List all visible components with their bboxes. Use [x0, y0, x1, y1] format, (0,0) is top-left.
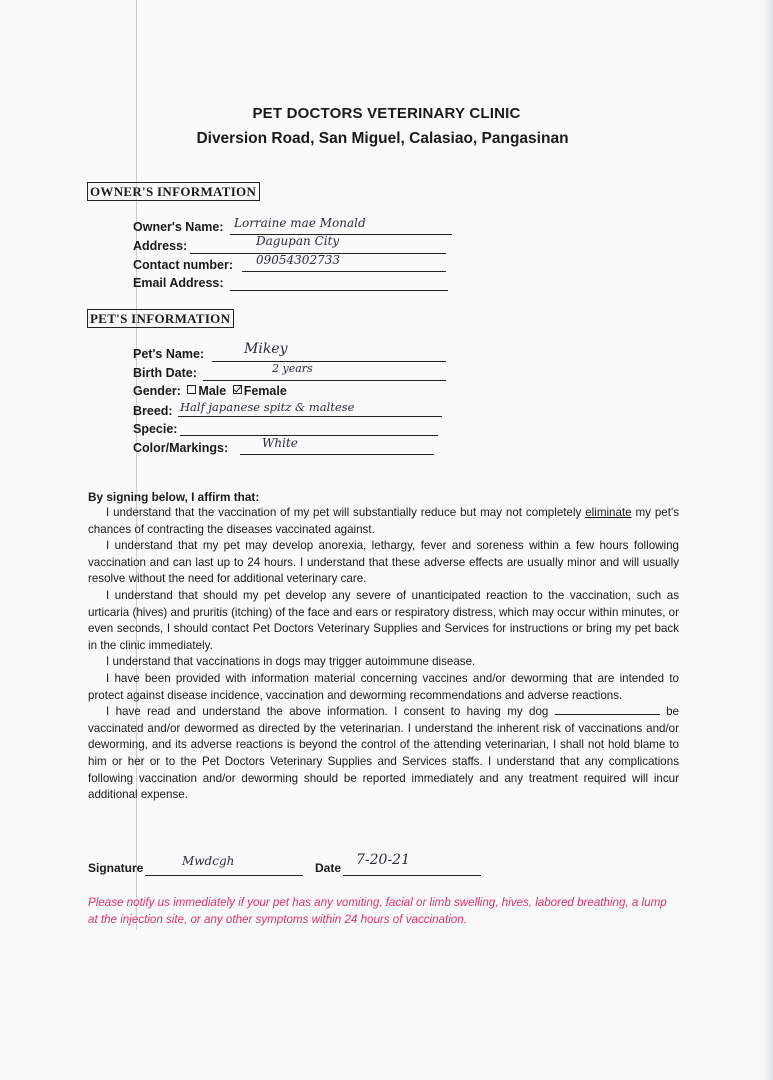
breed-value: Half japanese spitz & maltese	[180, 400, 355, 414]
clinic-address: Diversion Road, San Miguel, Calasiao, Pangasinan	[196, 130, 569, 147]
gender-row	[133, 384, 287, 398]
affirmation-paragraph: I understand that my pet may develop anorexia, lethargy, fever and soreness within a few hours following vaccination and can last up to 24 hours. I understand that these adverse effects are usually minor and will usually resolve without the need for additional veterinary care.	[88, 539, 679, 586]
affirmation-paragraph	[88, 505, 679, 538]
affirmation-body	[88, 505, 679, 804]
birth-date-label: Birth Date:	[133, 366, 197, 380]
dog-name-blank[interactable]	[555, 704, 660, 715]
affirmation-paragraph	[88, 704, 679, 804]
specie-label: Specie:	[133, 422, 178, 436]
paragraph-text: my pet's chances of contracting the diseases vaccinated against.	[88, 506, 679, 536]
owner-name-label: Owner's Name:	[133, 220, 224, 234]
specie-field[interactable]	[180, 420, 438, 436]
contact-number-label: Contact number:	[133, 258, 233, 272]
scan-edge-shadow	[763, 0, 773, 1080]
contact-number-value: 09054302733	[256, 253, 340, 267]
female-option-label: Female	[243, 384, 287, 398]
date-value: 7-20-21	[356, 852, 410, 868]
color-markings-value: White	[262, 436, 298, 450]
paragraph-text: I understand that the vaccination of my pet will substantially reduce but may not completely	[106, 506, 586, 519]
pet-name-label: Pet's Name:	[133, 347, 205, 361]
gender-label: Gender:	[133, 384, 181, 398]
male-option-label: Male	[198, 384, 227, 398]
signature-label: Signature	[88, 861, 144, 875]
email-label: Email Address:	[133, 276, 224, 290]
affirmation-paragraph: I understand that should my pet develop any severe of unanticipated reaction to the vaccination, such as urticaria (hives) and pruritis (itching) of the face and ears or respiratory distress, which may occur within minutes, or even seconds, I should contact Pet Doctors Veterinary Supplies and Services for instructions or bring my pet back in the clinic immediately.	[88, 588, 679, 652]
paragraph-text: I have read and understand the above information. I consent to having my dog	[106, 705, 555, 719]
pet-section-title: PET'S INFORMATION	[87, 309, 234, 328]
affirmation-paragraph: I understand that vaccinations in dogs may trigger autoimmune disease.	[106, 655, 476, 669]
owner-section-title: OWNER'S INFORMATION	[87, 182, 260, 201]
birth-date-field[interactable]	[203, 365, 446, 381]
symptom-notice: Please notify us immediately if your pet has any vomiting, facial or limb swelling, hives, labored breathing, a lump at the injection site, or any other symptoms within 24 hours of vaccination.	[88, 896, 667, 926]
affirmation-heading: By signing below, I affirm that:	[88, 490, 260, 504]
affirmation-paragraph: I have been provided with information material concerning vaccines and/or deworming that are intended to protect against disease incidence, vaccination and deworming recommendations and adverse reactions.	[88, 671, 679, 702]
paragraph-text: be vaccinated and/or dewormed as directed by the veterinarian. I understand the inherent risk of vaccinations and/or deworming, and its adverse reactions is beyond the control of the attending veterinarian, I shall not hold blame to him or her or to the Pet Doctors Veterinary Supplies and Services staffs. I understand that any complications following vaccination and/or deworming should be reported immediately and any treatment required will incur additional expense.	[88, 705, 679, 802]
email-field[interactable]	[230, 275, 448, 291]
address-value: Dagupan City	[256, 234, 340, 248]
birth-date-value: 2 years	[272, 362, 313, 375]
breed-label: Breed:	[133, 404, 173, 418]
address-label: Address:	[133, 239, 188, 253]
date-label: Date	[315, 861, 342, 875]
owner-name-value: Lorraine mae Monald	[234, 216, 366, 230]
male-checkbox[interactable]	[187, 385, 196, 394]
signature-value: Mwdcgh	[182, 854, 235, 868]
pet-name-value: Mikey	[244, 341, 288, 357]
color-markings-label: Color/Markings:	[133, 441, 229, 455]
female-checkbox[interactable]	[233, 385, 242, 394]
clinic-name: PET DOCTORS VETERINARY CLINIC	[252, 105, 521, 122]
underlined-word: eliminate	[585, 506, 632, 519]
